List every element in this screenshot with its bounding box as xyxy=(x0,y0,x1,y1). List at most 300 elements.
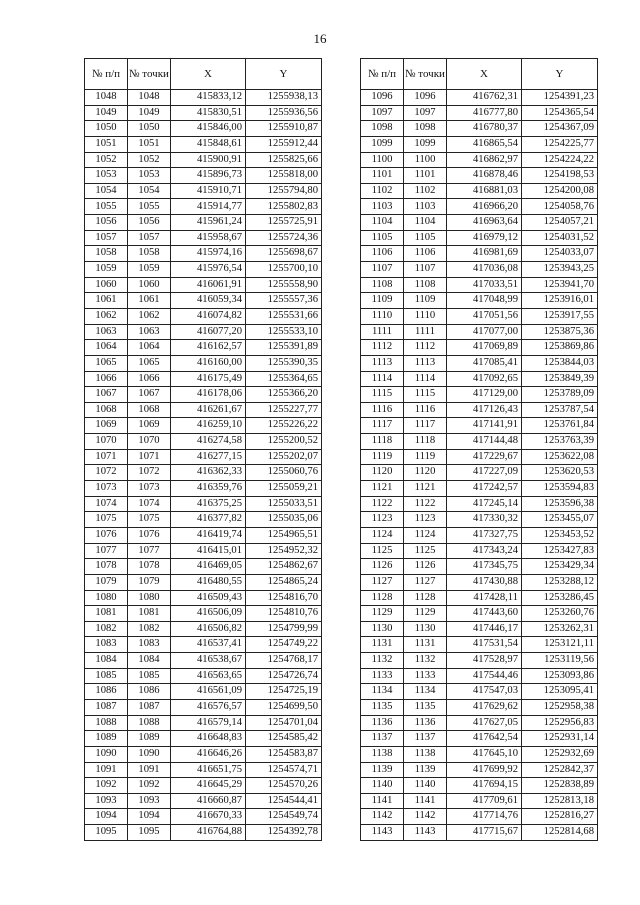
table-row xyxy=(361,653,598,669)
table-row xyxy=(85,434,322,450)
table-row xyxy=(361,715,598,731)
table-row xyxy=(361,152,598,168)
cell-pp: 1058 xyxy=(85,246,128,262)
cell-x: 415976,54 xyxy=(171,262,246,278)
cell-point: 1132 xyxy=(404,653,447,669)
table-row xyxy=(85,105,322,121)
cell-pp: 1137 xyxy=(361,731,404,747)
cell-y: 1255558,90 xyxy=(246,277,322,293)
cell-x: 416277,15 xyxy=(171,449,246,465)
cell-y: 1253869,86 xyxy=(522,340,598,356)
cell-y: 1252814,68 xyxy=(522,825,598,841)
cell-pp: 1085 xyxy=(85,668,128,684)
cell-y: 1253262,31 xyxy=(522,621,598,637)
table-row xyxy=(85,355,322,371)
cell-pp: 1140 xyxy=(361,778,404,794)
cell-x: 417327,75 xyxy=(447,527,522,543)
cell-x: 416981,69 xyxy=(447,246,522,262)
cell-y: 1255802,83 xyxy=(246,199,322,215)
cell-point: 1097 xyxy=(404,105,447,121)
cell-x: 417645,10 xyxy=(447,746,522,762)
cell-y: 1253916,01 xyxy=(522,293,598,309)
cell-point: 1053 xyxy=(128,168,171,184)
table-row xyxy=(361,277,598,293)
cell-y: 1253260,76 xyxy=(522,606,598,622)
cell-pp: 1050 xyxy=(85,121,128,137)
cell-y: 1254198,53 xyxy=(522,168,598,184)
table-row xyxy=(85,199,322,215)
cell-point: 1074 xyxy=(128,496,171,512)
cell-point: 1089 xyxy=(128,731,171,747)
cell-y: 1255531,66 xyxy=(246,308,322,324)
cell-pp: 1121 xyxy=(361,481,404,497)
cell-pp: 1070 xyxy=(85,434,128,450)
cell-pp: 1116 xyxy=(361,402,404,418)
cell-y: 1253288,12 xyxy=(522,574,598,590)
cell-point: 1115 xyxy=(404,387,447,403)
cell-point: 1054 xyxy=(128,183,171,199)
cell-x: 416415,01 xyxy=(171,543,246,559)
cell-x: 415830,51 xyxy=(171,105,246,121)
cell-pp: 1089 xyxy=(85,731,128,747)
cell-pp: 1128 xyxy=(361,590,404,606)
cell-pp: 1083 xyxy=(85,637,128,653)
cell-y: 1253093,86 xyxy=(522,668,598,684)
table-row xyxy=(361,465,598,481)
cell-y: 1253849,39 xyxy=(522,371,598,387)
cell-pp: 1092 xyxy=(85,778,128,794)
table-row xyxy=(361,136,598,152)
table-row xyxy=(361,684,598,700)
cell-x: 417051,56 xyxy=(447,308,522,324)
cell-point: 1065 xyxy=(128,355,171,371)
cell-y: 1253917,55 xyxy=(522,308,598,324)
cell-x: 416419,74 xyxy=(171,527,246,543)
cell-point: 1136 xyxy=(404,715,447,731)
cell-x: 417343,24 xyxy=(447,543,522,559)
cell-point: 1121 xyxy=(404,481,447,497)
cell-pp: 1074 xyxy=(85,496,128,512)
table-row xyxy=(361,825,598,841)
cell-pp: 1141 xyxy=(361,793,404,809)
cell-point: 1096 xyxy=(404,90,447,106)
table-row xyxy=(85,371,322,387)
cell-x: 416259,10 xyxy=(171,418,246,434)
cell-x: 415896,73 xyxy=(171,168,246,184)
cell-x: 416865,54 xyxy=(447,136,522,152)
cell-y: 1255364,65 xyxy=(246,371,322,387)
cell-point: 1110 xyxy=(404,308,447,324)
table-row xyxy=(85,574,322,590)
table-row xyxy=(361,746,598,762)
cell-x: 416660,87 xyxy=(171,793,246,809)
cell-y: 1252958,38 xyxy=(522,699,598,715)
cell-x: 416963,64 xyxy=(447,215,522,231)
cell-y: 1255390,35 xyxy=(246,355,322,371)
cell-y: 1255936,56 xyxy=(246,105,322,121)
cell-pp: 1105 xyxy=(361,230,404,246)
cell-point: 1112 xyxy=(404,340,447,356)
cell-y: 1252842,37 xyxy=(522,762,598,778)
cell-y: 1255366,20 xyxy=(246,387,322,403)
cell-y: 1254367,09 xyxy=(522,121,598,137)
table-row xyxy=(85,746,322,762)
table-row xyxy=(361,559,598,575)
cell-point: 1129 xyxy=(404,606,447,622)
cell-x: 417092,65 xyxy=(447,371,522,387)
table-row xyxy=(361,340,598,356)
cell-pp: 1107 xyxy=(361,262,404,278)
cell-x: 417443,60 xyxy=(447,606,522,622)
cell-y: 1255200,52 xyxy=(246,434,322,450)
header-pp: № п/п xyxy=(361,59,404,90)
cell-pp: 1075 xyxy=(85,512,128,528)
cell-pp: 1110 xyxy=(361,308,404,324)
cell-x: 416077,20 xyxy=(171,324,246,340)
cell-x: 416509,43 xyxy=(171,590,246,606)
table-row xyxy=(85,168,322,184)
cell-x: 416878,46 xyxy=(447,168,522,184)
cell-x: 415958,67 xyxy=(171,230,246,246)
header-pp: № п/п xyxy=(85,59,128,90)
table-row xyxy=(85,324,322,340)
cell-point: 1103 xyxy=(404,199,447,215)
cell-pp: 1084 xyxy=(85,653,128,669)
cell-x: 416561,09 xyxy=(171,684,246,700)
cell-y: 1253594,83 xyxy=(522,481,598,497)
cell-y: 1254768,17 xyxy=(246,653,322,669)
cell-y: 1254865,24 xyxy=(246,574,322,590)
cell-point: 1111 xyxy=(404,324,447,340)
cell-y: 1253453,52 xyxy=(522,527,598,543)
cell-pp: 1063 xyxy=(85,324,128,340)
cell-y: 1253787,54 xyxy=(522,402,598,418)
cell-y: 1254585,42 xyxy=(246,731,322,747)
cell-pp: 1102 xyxy=(361,183,404,199)
cell-x: 415910,71 xyxy=(171,183,246,199)
cell-y: 1255724,36 xyxy=(246,230,322,246)
cell-point: 1099 xyxy=(404,136,447,152)
cell-x: 416375,25 xyxy=(171,496,246,512)
cell-pp: 1078 xyxy=(85,559,128,575)
table-row xyxy=(361,262,598,278)
cell-point: 1082 xyxy=(128,621,171,637)
cell-pp: 1134 xyxy=(361,684,404,700)
cell-pp: 1057 xyxy=(85,230,128,246)
cell-pp: 1106 xyxy=(361,246,404,262)
cell-pp: 1061 xyxy=(85,293,128,309)
cell-pp: 1051 xyxy=(85,136,128,152)
cell-y: 1255794,80 xyxy=(246,183,322,199)
cell-y: 1254365,54 xyxy=(522,105,598,121)
cell-point: 1101 xyxy=(404,168,447,184)
cell-x: 416162,57 xyxy=(171,340,246,356)
cell-pp: 1067 xyxy=(85,387,128,403)
coordinates-table-right xyxy=(360,58,598,841)
table-row xyxy=(361,543,598,559)
cell-pp: 1103 xyxy=(361,199,404,215)
cell-pp: 1097 xyxy=(361,105,404,121)
table-row xyxy=(85,668,322,684)
cell-pp: 1124 xyxy=(361,527,404,543)
table-row xyxy=(85,590,322,606)
cell-x: 416537,41 xyxy=(171,637,246,653)
cell-x: 416966,20 xyxy=(447,199,522,215)
cell-y: 1254965,51 xyxy=(246,527,322,543)
cell-x: 417227,09 xyxy=(447,465,522,481)
cell-x: 417627,05 xyxy=(447,715,522,731)
cell-x: 416645,29 xyxy=(171,778,246,794)
table-row xyxy=(361,637,598,653)
cell-y: 1254224,22 xyxy=(522,152,598,168)
cell-point: 1051 xyxy=(128,136,171,152)
cell-x: 416576,57 xyxy=(171,699,246,715)
table-row xyxy=(85,308,322,324)
cell-x: 417141,91 xyxy=(447,418,522,434)
cell-pp: 1088 xyxy=(85,715,128,731)
cell-pp: 1131 xyxy=(361,637,404,653)
table-row xyxy=(85,465,322,481)
cell-y: 1255202,07 xyxy=(246,449,322,465)
table-row xyxy=(361,418,598,434)
cell-pp: 1064 xyxy=(85,340,128,356)
cell-pp: 1052 xyxy=(85,152,128,168)
cell-point: 1140 xyxy=(404,778,447,794)
cell-pp: 1072 xyxy=(85,465,128,481)
cell-y: 1255035,06 xyxy=(246,512,322,528)
cell-y: 1254033,07 xyxy=(522,246,598,262)
cell-point: 1076 xyxy=(128,527,171,543)
table-row xyxy=(85,340,322,356)
table-row xyxy=(85,402,322,418)
cell-point: 1137 xyxy=(404,731,447,747)
cell-y: 1253095,41 xyxy=(522,684,598,700)
cell-y: 1254391,23 xyxy=(522,90,598,106)
cell-x: 416538,67 xyxy=(171,653,246,669)
cell-x: 416777,80 xyxy=(447,105,522,121)
cell-point: 1079 xyxy=(128,574,171,590)
cell-x: 416979,12 xyxy=(447,230,522,246)
cell-pp: 1119 xyxy=(361,449,404,465)
cell-pp: 1135 xyxy=(361,699,404,715)
cell-point: 1105 xyxy=(404,230,447,246)
cell-point: 1084 xyxy=(128,653,171,669)
cell-point: 1143 xyxy=(404,825,447,841)
cell-x: 416780,37 xyxy=(447,121,522,137)
cell-point: 1050 xyxy=(128,121,171,137)
table-row xyxy=(85,418,322,434)
cell-x: 417069,89 xyxy=(447,340,522,356)
cell-point: 1117 xyxy=(404,418,447,434)
cell-x: 417036,08 xyxy=(447,262,522,278)
cell-y: 1254699,50 xyxy=(246,699,322,715)
cell-pp: 1108 xyxy=(361,277,404,293)
table-row xyxy=(361,230,598,246)
cell-point: 1122 xyxy=(404,496,447,512)
cell-pp: 1099 xyxy=(361,136,404,152)
cell-y: 1255910,87 xyxy=(246,121,322,137)
cell-x: 416178,06 xyxy=(171,387,246,403)
table-row xyxy=(85,496,322,512)
cell-pp: 1117 xyxy=(361,418,404,434)
cell-point: 1116 xyxy=(404,402,447,418)
table-row xyxy=(361,121,598,137)
header-x: X xyxy=(447,59,522,90)
cell-y: 1255912,44 xyxy=(246,136,322,152)
cell-pp: 1136 xyxy=(361,715,404,731)
cell-point: 1104 xyxy=(404,215,447,231)
cell-x: 417629,62 xyxy=(447,699,522,715)
table-row xyxy=(361,527,598,543)
cell-point: 1073 xyxy=(128,481,171,497)
table-row xyxy=(361,731,598,747)
table-row xyxy=(361,481,598,497)
cell-point: 1126 xyxy=(404,559,447,575)
cell-y: 1255226,22 xyxy=(246,418,322,434)
cell-x: 417544,46 xyxy=(447,668,522,684)
cell-y: 1255818,00 xyxy=(246,168,322,184)
cell-y: 1255725,91 xyxy=(246,215,322,231)
cell-y: 1253943,25 xyxy=(522,262,598,278)
cell-y: 1252838,89 xyxy=(522,778,598,794)
cell-y: 1254392,78 xyxy=(246,825,322,841)
cell-x: 416061,91 xyxy=(171,277,246,293)
cell-y: 1254058,76 xyxy=(522,199,598,215)
table-row xyxy=(361,496,598,512)
cell-point: 1138 xyxy=(404,746,447,762)
table-row xyxy=(85,825,322,841)
cell-point: 1141 xyxy=(404,793,447,809)
cell-x: 416862,97 xyxy=(447,152,522,168)
table-row xyxy=(361,793,598,809)
table-row xyxy=(361,402,598,418)
table-row xyxy=(85,559,322,575)
table-row xyxy=(361,762,598,778)
cell-pp: 1091 xyxy=(85,762,128,778)
cell-point: 1095 xyxy=(128,825,171,841)
table-header-row xyxy=(85,59,322,90)
cell-point: 1102 xyxy=(404,183,447,199)
cell-point: 1081 xyxy=(128,606,171,622)
table-row xyxy=(85,449,322,465)
cell-point: 1075 xyxy=(128,512,171,528)
cell-x: 416480,55 xyxy=(171,574,246,590)
cell-pp: 1115 xyxy=(361,387,404,403)
table-row xyxy=(85,246,322,262)
cell-pp: 1123 xyxy=(361,512,404,528)
table-row xyxy=(361,355,598,371)
cell-point: 1113 xyxy=(404,355,447,371)
table-row xyxy=(361,699,598,715)
cell-x: 417694,15 xyxy=(447,778,522,794)
table-row xyxy=(361,449,598,465)
header-point: № точки xyxy=(404,59,447,90)
table-row xyxy=(85,90,322,106)
cell-x: 417531,54 xyxy=(447,637,522,653)
table-row xyxy=(361,512,598,528)
cell-x: 416074,82 xyxy=(171,308,246,324)
cell-point: 1125 xyxy=(404,543,447,559)
cell-y: 1252932,69 xyxy=(522,746,598,762)
cell-y: 1253761,84 xyxy=(522,418,598,434)
table-row xyxy=(85,543,322,559)
table-row xyxy=(85,512,322,528)
header-y: Y xyxy=(246,59,322,90)
cell-x: 417126,43 xyxy=(447,402,522,418)
header-point: № точки xyxy=(128,59,171,90)
cell-point: 1106 xyxy=(404,246,447,262)
cell-pp: 1104 xyxy=(361,215,404,231)
cell-x: 416160,00 xyxy=(171,355,246,371)
cell-x: 416670,33 xyxy=(171,809,246,825)
cell-pp: 1127 xyxy=(361,574,404,590)
table-row xyxy=(361,809,598,825)
cell-point: 1068 xyxy=(128,402,171,418)
table-row xyxy=(361,387,598,403)
cell-pp: 1055 xyxy=(85,199,128,215)
cell-pp: 1130 xyxy=(361,621,404,637)
cell-pp: 1143 xyxy=(361,825,404,841)
cell-pp: 1059 xyxy=(85,262,128,278)
cell-y: 1253455,07 xyxy=(522,512,598,528)
table-row xyxy=(85,183,322,199)
cell-y: 1253875,36 xyxy=(522,324,598,340)
cell-point: 1069 xyxy=(128,418,171,434)
cell-pp: 1093 xyxy=(85,793,128,809)
cell-pp: 1056 xyxy=(85,215,128,231)
cell-y: 1253789,09 xyxy=(522,387,598,403)
cell-pp: 1073 xyxy=(85,481,128,497)
cell-pp: 1133 xyxy=(361,668,404,684)
cell-point: 1119 xyxy=(404,449,447,465)
cell-y: 1254570,26 xyxy=(246,778,322,794)
cell-pp: 1065 xyxy=(85,355,128,371)
cell-y: 1253429,34 xyxy=(522,559,598,575)
page-number: 16 xyxy=(313,31,327,46)
cell-point: 1070 xyxy=(128,434,171,450)
table-row xyxy=(361,168,598,184)
cell-pp: 1081 xyxy=(85,606,128,622)
cell-pp: 1087 xyxy=(85,699,128,715)
cell-pp: 1109 xyxy=(361,293,404,309)
cell-x: 417229,67 xyxy=(447,449,522,465)
cell-point: 1133 xyxy=(404,668,447,684)
cell-x: 417242,57 xyxy=(447,481,522,497)
cell-pp: 1053 xyxy=(85,168,128,184)
cell-pp: 1138 xyxy=(361,746,404,762)
cell-pp: 1079 xyxy=(85,574,128,590)
table-row xyxy=(85,809,322,825)
cell-x: 417699,92 xyxy=(447,762,522,778)
cell-y: 1254862,67 xyxy=(246,559,322,575)
cell-point: 1059 xyxy=(128,262,171,278)
cell-y: 1254816,70 xyxy=(246,590,322,606)
cell-y: 1255938,13 xyxy=(246,90,322,106)
cell-pp: 1111 xyxy=(361,324,404,340)
cell-pp: 1049 xyxy=(85,105,128,121)
table-row xyxy=(85,527,322,543)
cell-x: 417345,75 xyxy=(447,559,522,575)
cell-pp: 1090 xyxy=(85,746,128,762)
table-row xyxy=(361,293,598,309)
table-row xyxy=(85,230,322,246)
cell-pp: 1054 xyxy=(85,183,128,199)
cell-x: 416059,34 xyxy=(171,293,246,309)
cell-pp: 1126 xyxy=(361,559,404,575)
cell-point: 1088 xyxy=(128,715,171,731)
cell-point: 1108 xyxy=(404,277,447,293)
cell-point: 1063 xyxy=(128,324,171,340)
